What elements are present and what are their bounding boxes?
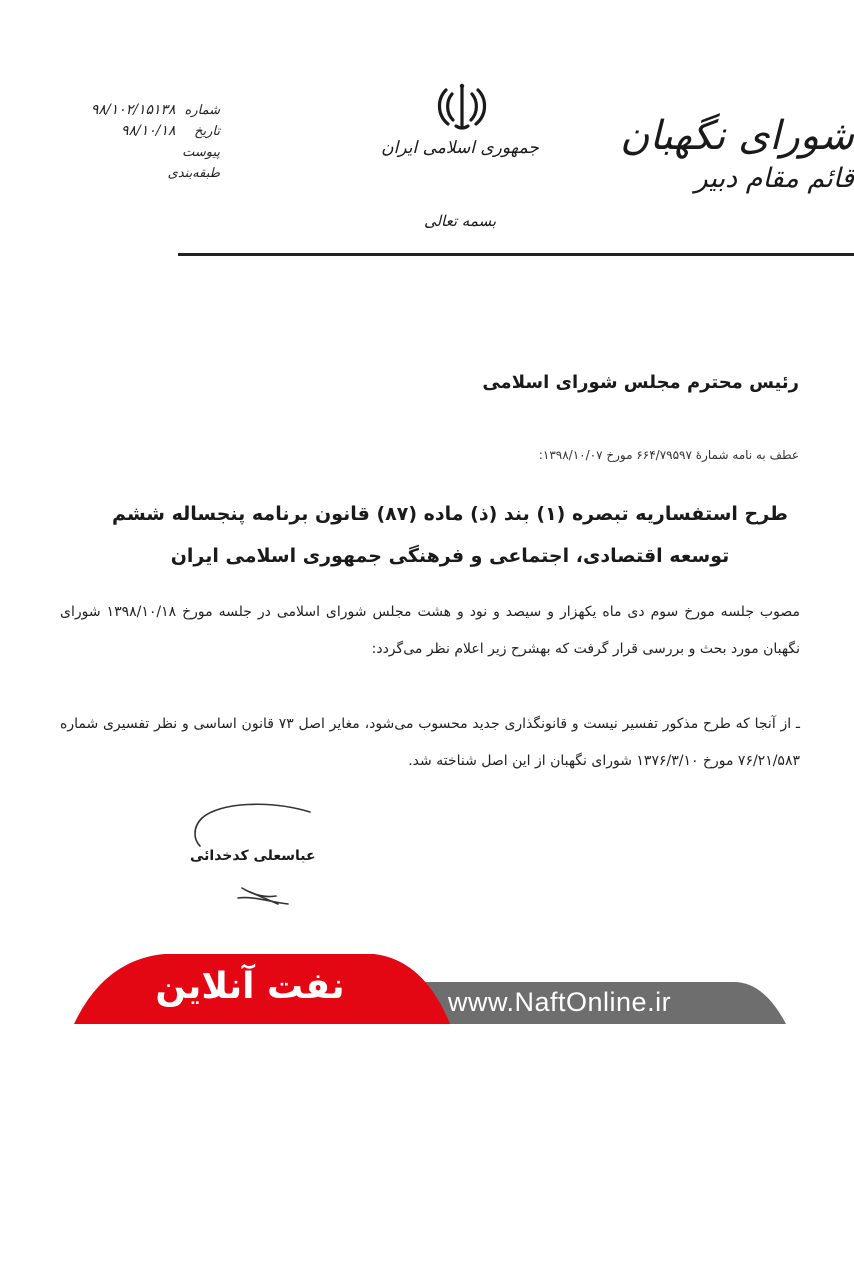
meta-date-value: ۹۸/۱۰/۱۸ [120,123,176,139]
meta-attachment-label: پیوست [182,145,220,160]
meta-number-value: ۹۸/۱۰۲/۱۵۱۳۸ [90,102,176,118]
bismillah: بسمه تعالی [423,212,497,230]
meta-classification-label: طبقه‌بندی [167,166,220,181]
body-paragraph-1: مصوب جلسه مورخ سوم دی ماه یکهزار و سیصد و نود و هشت مجلس شورای اسلامی در جلسه مورخ ۱۳۹۸/۱۰/۱۸ شورای نگهبان مورد بحث و بررسی قرار گرفت که بهشرح زیر اعلام نظر می‌گردد: [60,604,800,657]
state-name: جمهوری اسلامی ایران [381,138,539,158]
meta-date-label: تاریخ [194,124,220,139]
subject-title-line-2: توسعه اقتصادی، اجتماعی و فرهنگی جمهوری اسلامی ایران [170,545,730,567]
meta-number-label: شماره [184,103,220,118]
meta-classification [30,163,220,184]
subject-title-line-1: طرح استفساریه تبصره (۱) بند (ذ) ماده (۸۷) قانون برنامه پنجساله ششم [112,503,788,525]
meta-date [30,121,220,142]
meta-attachment [30,142,220,163]
body-paragraph-2: ـ از آنجا که طرح مذکور تفسیر نیست و قانونگذاری جدید محسوب می‌شود، مغایر اصل ۷۳ قانون اساسی و نظر تفسیری شماره ۷۶/۲۱/۵۸۳ مورخ ۱۳۷۶/۳/۱۰ شورای نگهبان از این اصل شناخته شد. [60,716,800,769]
brand-name: نفت آنلاین [155,966,345,1007]
reference-line: عطف به نامه شمارهٔ ۶۶۴/۷۹۵۹۷ مورخ ۱۳۹۸/۱۰/۰۷: [538,448,799,462]
council-logotype [604,112,854,198]
brand-url[interactable]: www.NaftOnline.ir [448,987,672,1017]
council-subtitle: قائم مقام دبیر [694,163,854,194]
signature-name: عباسعلی کدخدائی [190,848,316,864]
addressee: رئیس محترم مجلس شورای اسلامی [482,372,799,393]
header-divider [178,253,854,256]
council-name: شورای نگهبان [620,113,854,159]
iran-emblem-icon [432,82,492,132]
letter-meta [30,100,220,184]
meta-number [30,100,220,121]
